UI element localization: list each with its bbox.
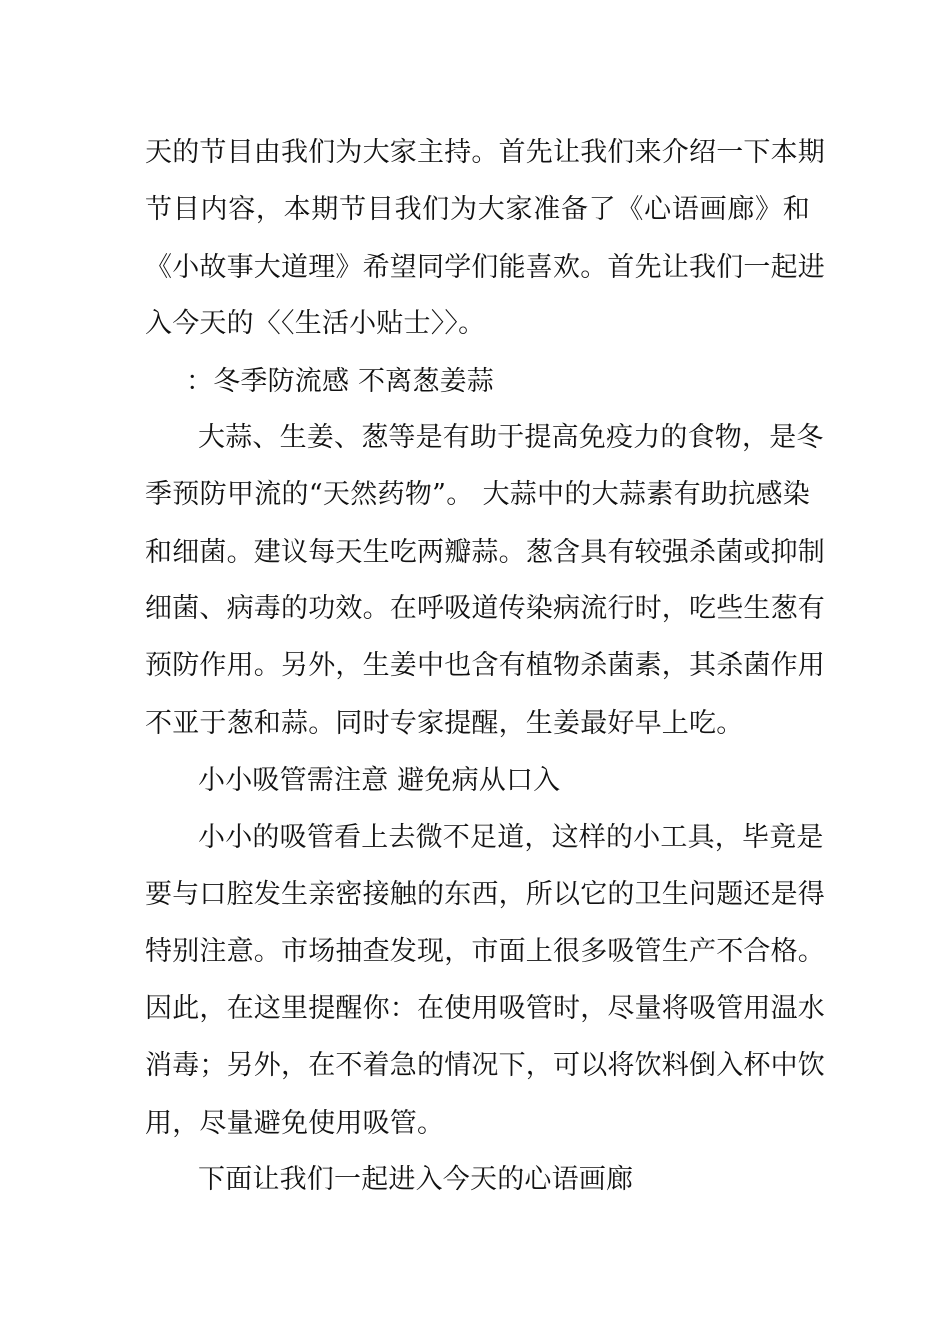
text-line-16: 因此，在这里提醒你：在使用吸管时，尽量将吸管用温水 bbox=[145, 993, 825, 1024]
text-line-6: 大蒜、生姜、葱等是有助于提高免疫力的食物，是冬 bbox=[198, 422, 824, 453]
text-line-15: 特别注意。市场抽查发现，市面上很多吸管生产不合格。 bbox=[145, 936, 825, 967]
text-line-13: 小小的吸管看上去微不足道，这样的小工具，毕竟是 bbox=[198, 822, 824, 853]
text-line-1: 天的节目由我们为大家主持。首先让我们来介绍一下本期 bbox=[145, 137, 825, 168]
text-line-7: 季预防甲流的“天然药物”。 大蒜中的大蒜素有助抗感染 bbox=[145, 479, 810, 510]
text-line-18: 用，尽量避免使用吸管。 bbox=[145, 1108, 445, 1139]
text-line-9: 细菌、病毒的功效。在呼吸道传染病流行时，吃些生葱有 bbox=[145, 593, 825, 624]
text-line-10: 预防作用。另外，生姜中也含有植物杀菌素，其杀菌作用 bbox=[145, 650, 825, 681]
section-heading-straw: 小小吸管需注意 避免病从口入 bbox=[198, 765, 561, 796]
text-line-3: 《小故事大道理》希望同学们能喜欢。首先让我们一起进 bbox=[145, 252, 825, 283]
text-line-19: 下面让我们一起进入今天的心语画廊 bbox=[198, 1164, 634, 1195]
text-line-17: 消毒；另外，在不着急的情况下，可以将饮料倒入杯中饮 bbox=[145, 1050, 825, 1081]
text-line-14: 要与口腔发生亲密接触的东西，所以它的卫生问题还是得 bbox=[145, 879, 825, 910]
section-heading-flu: ：冬季防流感 不离葱姜蒜 bbox=[186, 366, 494, 397]
text-line-11: 不亚于葱和蒜。同时专家提醒，生姜最好早上吃。 bbox=[145, 708, 744, 739]
text-line-8: 和细菌。建议每天生吃两瓣蒜。葱含具有较强杀菌或抑制 bbox=[145, 537, 825, 568]
text-line-4: 入今天的〈〈生活小贴士〉〉。 bbox=[145, 308, 486, 339]
text-line-2: 节目内容，本期节目我们为大家准备了《心语画廊》和 bbox=[145, 194, 810, 225]
